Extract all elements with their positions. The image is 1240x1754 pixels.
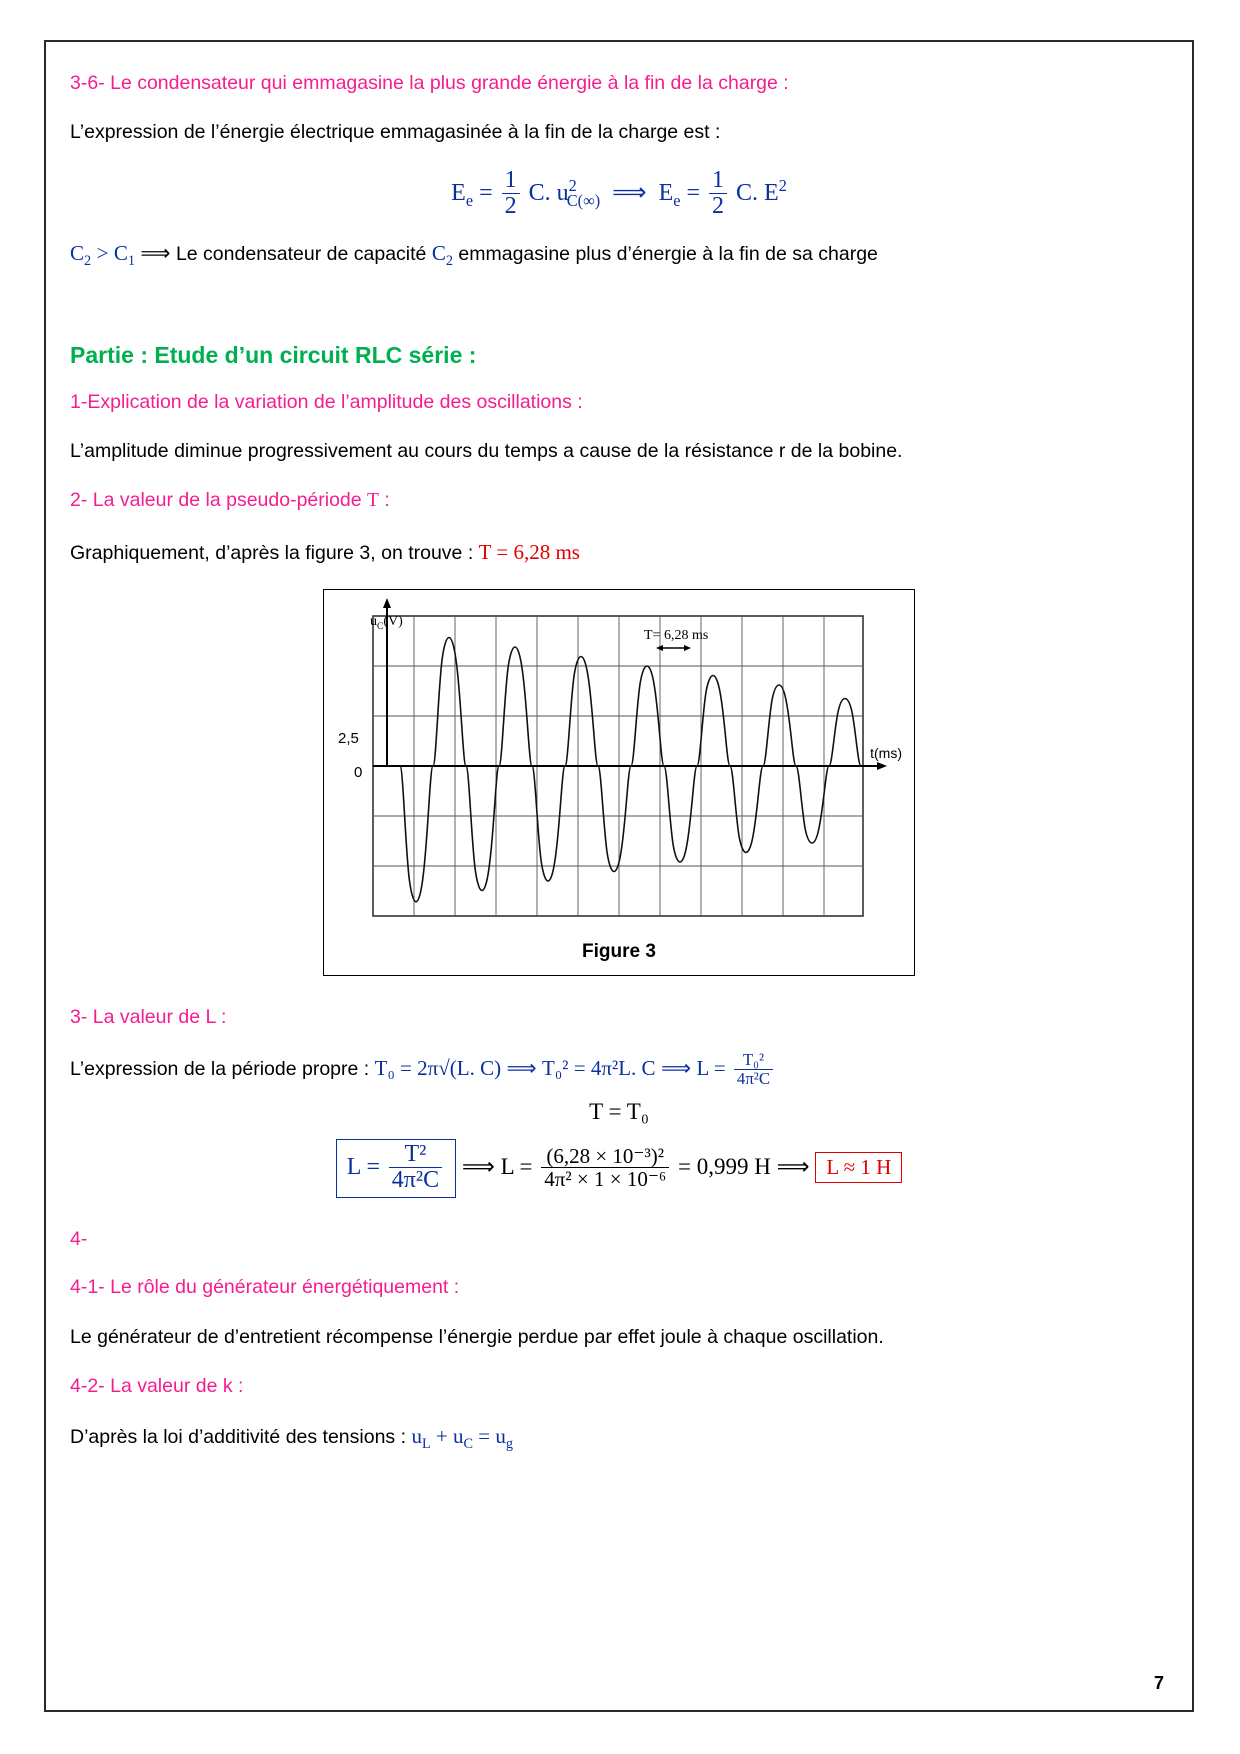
eq-rhs-fraction-half [709,168,727,219]
eq-rhs-frac-num: 1 [712,166,725,193]
paragraph-energy-expression: L’expression de l’énergie électrique emmagasinée à la fin de la charge est : [70,121,721,144]
question-4-2-answer [70,1421,1168,1455]
question-4-2-heading: 4-2- La valeur de k : [70,1375,244,1397]
question-2-heading-a: 2- La valeur de la pseudo-période [70,489,362,512]
y-axis-label-unit: (V) [383,614,403,630]
comparison-text-b: emmagasine plus d’énergie à la fin de sa charge [458,242,878,265]
comparison-c1-sym: C [113,240,128,265]
q3-calc-lead: L = [500,1153,533,1179]
figure-3-box [323,589,915,976]
eq-rhs-sub: e [673,190,681,210]
comparison-gt: > [96,240,109,265]
question-2-answer [70,537,1168,567]
eq-mid-sup: 2 [568,175,577,195]
question-4-2-answer-text: D’après la loi d’additivité des tensions : [70,1426,407,1449]
q3-l-frac-num: T₀² [742,1050,765,1070]
paragraph-comparison [70,238,1168,272]
figure-caption: Figure 3 [582,941,656,963]
y-axis-label [370,612,403,632]
eq-frac-num: 1 [504,166,517,193]
eq-fraction-half [502,168,520,219]
section-heading-3-6: 3-6- Le condensateur qui emmagasine la plus grande énergie à la fin de la charge : [70,72,789,94]
eq-lhs-sub: e [465,190,474,210]
question-4-2-answer-math: $u_L + u_C = u_g$ [411,1424,513,1453]
comparison-c1-sub: 1 [127,253,135,270]
comparison-text-a: Le condensateur de capacité [175,242,427,265]
y-tick-0: 0 [354,764,363,782]
oscillation-graph [325,590,913,973]
q3-t0-squared: T₀² = 4π²L. C [542,1056,656,1081]
page-content [70,70,1168,1477]
x-axis-label: t(ms) [870,745,902,762]
q3-calc-fraction [541,1145,669,1190]
q3-boxed-fraction [389,1142,442,1193]
q3-l-lead: L = [696,1056,726,1081]
q3-calc-den: 4π² × 1 × 10⁻⁶ [541,1167,669,1190]
question-3-line-text: L’expression de la période propre : [70,1058,370,1081]
q3-t0-expr: T₀ = 2π√(L. C) [374,1056,502,1081]
comparison-cap-sub: 2 [445,253,453,270]
eq-rhs-tail: C. E [736,179,779,206]
q3-arrow-3: ⟹ [461,1153,495,1179]
q3-calc-result: = 0,999 H [677,1153,771,1179]
eq-mid-sub: C(∞) [566,190,601,210]
eq-mid: C. u [528,179,569,206]
question-3-line [70,1052,1168,1088]
q3-arrow-2: ⟹ [660,1056,692,1081]
y-tick-2-5: 2,5 [338,730,359,748]
period-annotation: T= 6,28 ms [644,628,709,644]
comparison-cap-sym: C [431,240,446,265]
question-4-1-answer: Le générateur de d’entretient récompense l’énergie perdue par effet joule à chaque oscillation. [70,1325,884,1348]
page-number: 7 [1153,1673,1164,1693]
question-3-heading: 3- La valeur de L : [70,1006,227,1029]
question-2-heading [70,487,1168,514]
comparison-c2-sym: C [70,240,85,265]
q3-t-equals-text: T = T₀ [589,1098,649,1124]
y-axis-label-main: u [370,614,377,630]
question-2-answer-text: Graphiquement, d’après la figure 3, on trouve : [70,541,474,564]
eq-frac-den: 2 [502,193,520,219]
question-2-heading-symbol: T [367,490,379,512]
q3-final-boxed-result: L ≈ 1 H [815,1152,902,1183]
eq-rhs-frac-den: 2 [709,193,727,219]
eq-rhs: E [658,179,674,206]
eq-rhs-equals: = [686,179,701,206]
q3-boxed-lead: L = [346,1153,380,1180]
q3-t-equals-t0 [70,1099,1168,1125]
comparison-c2-sub: 2 [84,253,92,270]
q3-boxed-l-formula [336,1139,456,1198]
q3-l-fraction [734,1051,773,1087]
q3-final-calculation [70,1139,1168,1198]
document-page [44,40,1194,1712]
question-2-heading-b: : [384,489,390,512]
q3-calc-num: (6,28 × 10⁻³)² [546,1143,665,1168]
y-axis-label-sub: C [377,621,384,632]
question-1-heading: 1-Explication de la variation de l’amplitude des oscillations : [70,390,583,413]
eq-rhs-tail-sup: 2 [778,175,787,195]
q3-l-frac-den: 4π²C [734,1069,773,1088]
comparison-c2 [70,240,92,270]
figure-3-wrapper [70,589,1168,978]
question-1-answer: L’amplitude diminue progressivement au cours du temps a cause de la résistance r de la bobine. [70,440,903,463]
q3-arrow-1: ⟹ [506,1056,537,1081]
partie-title: Partie : Etude d’un circuit RLC série : [70,341,477,368]
eq-arrow: ⟹ [612,179,647,206]
question-4-1-heading: 4-1- Le rôle du générateur énergétiquement : [70,1276,460,1299]
comparison-cap [431,240,453,270]
q3-arrow-4: ⟹ [776,1153,810,1179]
eq-lhs: E [451,179,466,206]
comparison-c1 [113,240,135,270]
q3-boxed-den: 4π²C [389,1167,442,1193]
question-2-answer-value: T = 6,28 ms [478,539,580,564]
q3-l-expression [696,1050,777,1089]
question-4-heading: 4- [70,1228,88,1251]
comparison-arrow: ⟹ [140,240,171,265]
eq-equals: = [479,179,493,206]
equation-energy [70,166,1168,220]
q3-boxed-num: T² [404,1140,427,1167]
